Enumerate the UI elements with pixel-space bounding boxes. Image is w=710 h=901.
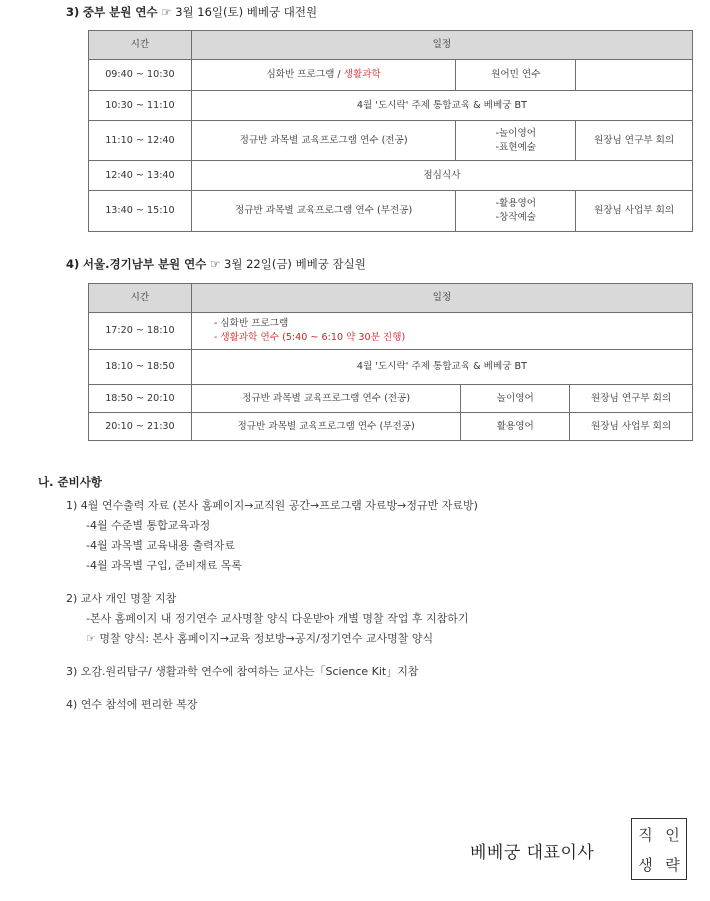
header-time: 시간 [89,284,192,313]
mid-line: -놀이영어 [495,127,537,139]
mid-cell: 원어민 연수 [456,60,576,91]
section-4-detail: 3월 22일(금) 베베궁 잠실원 [224,257,366,271]
preparation-section [38,474,698,715]
section-3-title: 중부 분원 연수 [82,5,158,19]
seal-omitted-box [631,818,687,880]
schedule-table-daejeon [88,30,693,232]
right-cell: 원장님 사업부 회의 [576,191,693,232]
prep-item-1: 1) 4월 연수출력 자료 (본사 홈페이지→교직원 공간→프로그램 자료방→정규반 자료방) [66,499,478,512]
table-row [89,91,693,121]
prep-item-2: 2) 교사 개인 명찰 지참 [66,592,177,605]
schedule-table-jamsil [88,283,693,441]
program-cell [191,313,692,350]
program-cell: 정규반 과목별 교육프로그램 연수 (전공) [191,121,456,161]
pointing-hand-icon: ☞ [210,257,221,271]
prep-item-4: 4) 연수 참석에 편리한 복장 [66,698,198,711]
time-cell: 10:30 ~ 11:10 [89,91,192,121]
section-3-heading [66,4,317,20]
right-cell [576,60,693,91]
time-cell: 20:10 ~ 21:30 [89,413,192,441]
program-cell: 정규반 과목별 교육프로그램 연수 (부전공) [191,191,456,232]
seal-char: 생 [638,855,653,874]
mid-line: -표현예술 [495,141,537,153]
header-schedule: 일정 [191,31,692,60]
prep-item-1-sub: -4월 수준별 통합교육과정 [86,519,211,532]
header-time: 시간 [89,31,192,60]
program-text: 심화반 프로그램 / [266,69,344,80]
program-cell: 점심식사 [191,161,692,191]
table-row [89,385,693,413]
table-row [89,350,693,385]
section-4-title: 서울.경기남부 분원 연수 [82,257,207,271]
right-cell: 원장님 연구부 회의 [570,385,693,413]
prep-item-1-sub: -4월 과목별 구입, 준비재료 목록 [86,559,242,572]
prep-item-2-sub: -본사 홈페이지 내 정기연수 교사명찰 양식 다운받아 개별 명찰 작업 후 지참하기 [86,612,469,625]
program-highlight: - 생활과학 연수 (5:40 ~ 6:10 약 30분 진행) [213,332,406,343]
time-cell: 13:40 ~ 15:10 [89,191,192,232]
time-cell: 17:20 ~ 18:10 [89,313,192,350]
program-cell: 정규반 과목별 교육프로그램 연수 (전공) [191,385,461,413]
right-cell: 원장님 사업부 회의 [570,413,693,441]
table-row [89,313,693,350]
mid-cell [456,191,576,232]
time-cell: 09:40 ~ 10:30 [89,60,192,91]
table-row [89,60,693,91]
prep-item-2-sub: ☞ 명찰 양식: 본사 홈페이지→교육 정보방→공지/정기연수 교사명찰 양식 [86,632,434,645]
program-line: - 심화반 프로그램 [213,318,289,329]
program-cell: 정규반 과목별 교육프로그램 연수 (부전공) [191,413,461,441]
program-cell: 4월 '도시락' 주제 통합교육 & 베베궁 BT [191,91,692,121]
section-3-detail: 3월 16일(토) 베베궁 대전원 [175,5,318,19]
program-cell: 4월 '도시락' 주제 통합교육 & 베베궁 BT [191,350,692,385]
program-cell [191,60,456,91]
mid-cell [456,121,576,161]
table-row [89,191,693,232]
table-row [89,413,693,441]
section-4-number: 4) [66,257,80,271]
seal-char: 략 [665,855,680,874]
prep-item-3: 3) 오감.원리탐구/ 생활과학 연수에 참여하는 교사는「Science Kit」지참 [66,665,419,678]
section-4-heading [66,256,366,272]
prep-item-1-sub: -4월 과목별 교육내용 출력자료 [86,539,235,552]
mid-line: -활용영어 [495,198,537,209]
seal-char: 직 [638,825,653,844]
section-3-number: 3) [66,5,80,19]
time-cell: 18:10 ~ 18:50 [89,350,192,385]
time-cell: 18:50 ~ 20:10 [89,385,192,413]
mid-line: -창작예술 [495,212,537,223]
header-schedule: 일정 [191,284,692,313]
prep-title: 나. 준비사항 [38,475,102,489]
ceo-signature: 베베궁 대표이사 [470,843,595,863]
time-cell: 12:40 ~ 13:40 [89,161,192,191]
right-cell: 원장님 연구부 회의 [576,121,693,161]
mid-cell: 활용영어 [461,413,570,441]
pointing-hand-icon: ☞ [161,5,172,19]
table-row [89,121,693,161]
program-highlight: 생활과학 [343,69,381,80]
seal-char: 인 [665,825,680,844]
table-row [89,161,693,191]
mid-cell: 놀이영어 [461,385,570,413]
time-cell: 11:10 ~ 12:40 [89,121,192,161]
